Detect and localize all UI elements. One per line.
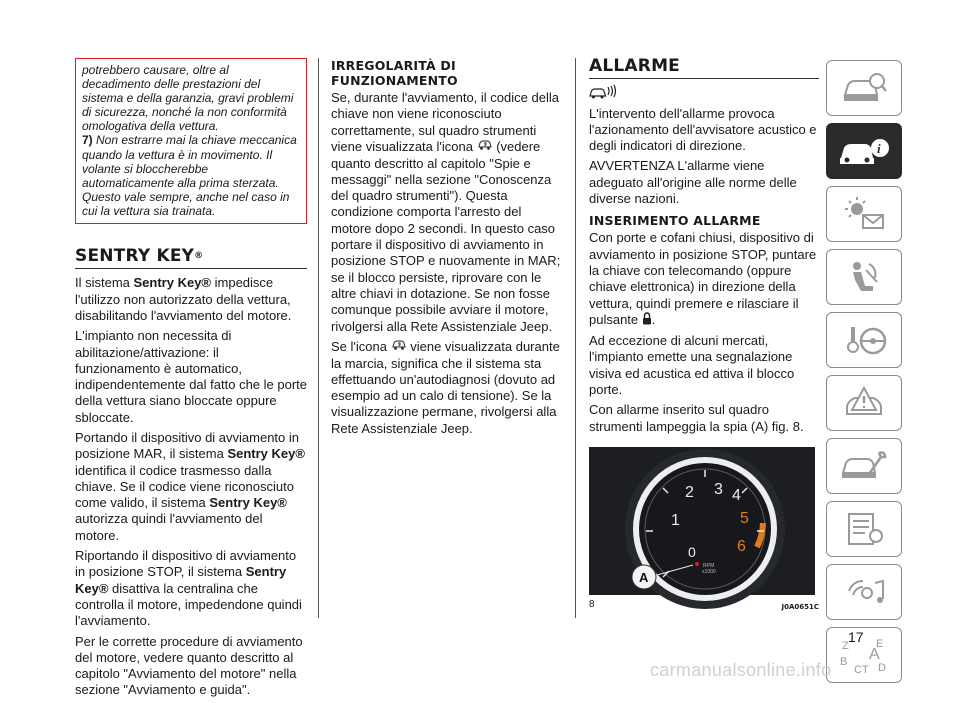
alarm-section-icon bbox=[589, 85, 819, 103]
car-key-warning-icon bbox=[391, 339, 407, 355]
tab-technical-data[interactable] bbox=[826, 438, 902, 494]
document-list-icon bbox=[839, 510, 889, 548]
warning-item-text: Non estrarre mai la chiave meccanica quando la vettura è in movimento. Il volante si bloccherebbe automaticamente alla prima sterzata. Questo vale sempre, anche nel caso in cui la vettura sia trainata. bbox=[82, 133, 297, 218]
tab-emergency[interactable] bbox=[826, 312, 902, 368]
paragraph: Il sistema Sentry Key® impedisce l'utilizzo non autorizzato della vettura, disabilitando l'avviamento del motore. bbox=[75, 275, 292, 323]
middle-column bbox=[331, 58, 561, 441]
warning-triangle-icon bbox=[839, 384, 889, 422]
gauge-number: 1 bbox=[671, 511, 680, 529]
multimedia-icon bbox=[839, 573, 889, 611]
svg-text:B: B bbox=[840, 656, 848, 668]
gauge-zero-label: 0 bbox=[688, 543, 696, 560]
alarm-warning-light bbox=[695, 562, 699, 566]
warning-text: potrebbero causare, oltre al decadimento delle prestazioni del sistema e della garanzia, gravi problemi di sicurezza, nonché la non conformità omologativa della vettura. bbox=[82, 63, 294, 134]
tab-maintenance[interactable] bbox=[826, 375, 902, 431]
paragraph: Per le corrette procedure di avviamento del motore, vedere quanto descritto al capitolo "Avviamento del motore" nella sezione "Avviamento e guida". bbox=[75, 633, 303, 698]
callout-label: A bbox=[639, 569, 649, 585]
left-column bbox=[75, 58, 307, 703]
paragraph: Se, durante l'avviamento, il codice della chiave non viene riconosciuto correttamente, sul quadro strumenti viene visualizzata l'icona (vedere quanto descritto al capitolo "Spie e messaggi" nella sezione "Conoscenza del quadro strumenti"). Questa condizione comporta l'arresto del motore dopo 2 secondi. In questo caso portare il dispositivo di avviamento in posizione STOP e nuovamente in MAR; se il blocco persiste, riprovare con le altre chiavi in dotazione. Se non fosse comunque possibile avviare il motore, rivolgersi alla Rete Assistenziale Jeep. bbox=[331, 90, 561, 334]
gauge-number: 3 bbox=[714, 480, 723, 498]
alphabet-index-icon bbox=[836, 635, 892, 675]
svg-text:D: D bbox=[878, 662, 886, 674]
svg-text:T: T bbox=[862, 664, 869, 676]
section-title-alarm: ALLARME bbox=[589, 58, 819, 79]
paragraph: L'impianto non necessita di abilitazione/attivazione: il funzionamento è automatico, indipendentemente dal fatto che le porte della vettura siano bloccate oppure sbloccate. bbox=[75, 328, 308, 425]
registered-mark: ® bbox=[194, 251, 204, 262]
right-column bbox=[589, 58, 819, 615]
tab-safety[interactable] bbox=[826, 186, 902, 242]
tachometer-figure bbox=[589, 447, 815, 595]
figure-code: J0A0651C bbox=[781, 602, 819, 611]
paragraph: Se l'icona viene visualizzata durante la marcia, significa che il sistema sta effettuando un'autodiagnosi (dovuto ad esempio ad un calo di tensione). Se la visualizzazione permane, rivolgersi alla Rete Assistenziale Jeep. bbox=[331, 338, 560, 436]
warning-box bbox=[75, 58, 307, 224]
tachometer-gauge bbox=[589, 447, 815, 595]
side-tabs bbox=[826, 60, 902, 690]
tab-multimedia[interactable] bbox=[826, 501, 902, 557]
light-message-icon bbox=[839, 195, 889, 233]
paragraph: Ad eccezione di alcuni mercati, l'impianto emette una segnalazione visiva ed acustica ed attiva il blocco porte. bbox=[589, 333, 795, 398]
watermark: carmanualsonline.info bbox=[650, 660, 832, 680]
tab-knowledge-dashboard[interactable] bbox=[826, 123, 902, 179]
lock-icon bbox=[642, 312, 652, 329]
gauge-number: 6 bbox=[737, 537, 746, 555]
svg-text:C: C bbox=[854, 664, 862, 676]
gauge-label: RPM bbox=[703, 562, 715, 569]
section-title-sentry-key: SENTRY KEY® bbox=[75, 248, 307, 269]
warning-item-number: 7) bbox=[82, 133, 93, 148]
tab-multimedia-audio[interactable] bbox=[826, 564, 902, 620]
car-info-icon bbox=[837, 132, 891, 170]
car-wrench-icon bbox=[839, 447, 889, 485]
svg-text:A: A bbox=[869, 646, 880, 663]
tab-starting-driving[interactable] bbox=[826, 249, 902, 305]
car-key-warning-icon bbox=[477, 139, 493, 155]
gauge-number: 5 bbox=[740, 509, 749, 527]
gauge-number: 4 bbox=[732, 486, 741, 504]
figure-number: 8 bbox=[589, 598, 595, 610]
airbag-seat-icon bbox=[839, 258, 889, 296]
page-number: 17 bbox=[848, 629, 864, 645]
paragraph: Riportando il dispositivo di avviamento in posizione STOP, il sistema Sentry Key® disattiva la centralina che controlla il motore, impedendone quindi l'avviamento. bbox=[75, 548, 302, 629]
tab-knowledge-car[interactable] bbox=[826, 60, 902, 116]
paragraph: AVVERTENZA L'allarme viene adeguato all'origine alle norme delle diverse nazioni. bbox=[589, 158, 797, 207]
svg-text:i: i bbox=[877, 141, 881, 156]
paragraph: Con porte e cofani chiusi, dispositivo di avviamento in posizione STOP, puntare la chiave con telecomando (oppure chiave elettronica) in direzione della vettura, quindi premere e rilasciare il pulsante . bbox=[589, 230, 819, 329]
tab-index[interactable] bbox=[826, 627, 902, 683]
svg-text:E: E bbox=[876, 638, 884, 650]
svg-text:Z: Z bbox=[842, 640, 849, 652]
gauge-number: 2 bbox=[685, 483, 694, 501]
gauge-label: x1000 bbox=[702, 568, 716, 575]
paragraph: Portando il dispositivo di avviamento in posizione MAR, il sistema Sentry Key® identifica il codice trasmesso dalla chiave. Se il codice viene riconosciuto come valido, il sistema Sentry Key® autorizza quindi l'avviamento del motore. bbox=[75, 430, 305, 543]
warning-item bbox=[82, 133, 300, 218]
column-divider bbox=[318, 58, 319, 618]
paragraph: Con allarme inserito sul quadro strumenti lampeggia la spia (A) fig. 8. bbox=[589, 402, 804, 434]
subtitle-malfunction: IRREGOLARITÀ DI FUNZIONAMENTO bbox=[331, 58, 458, 88]
car-search-icon bbox=[839, 69, 889, 107]
subtitle-alarm-activation: INSERIMENTO ALLARME bbox=[589, 213, 761, 229]
paragraph: L'intervento dell'allarme provoca l'azionamento dell'avvisatore acustico e degli indicatori di direzione. bbox=[589, 105, 817, 154]
column-divider bbox=[575, 58, 576, 618]
key-steering-icon bbox=[839, 321, 889, 359]
